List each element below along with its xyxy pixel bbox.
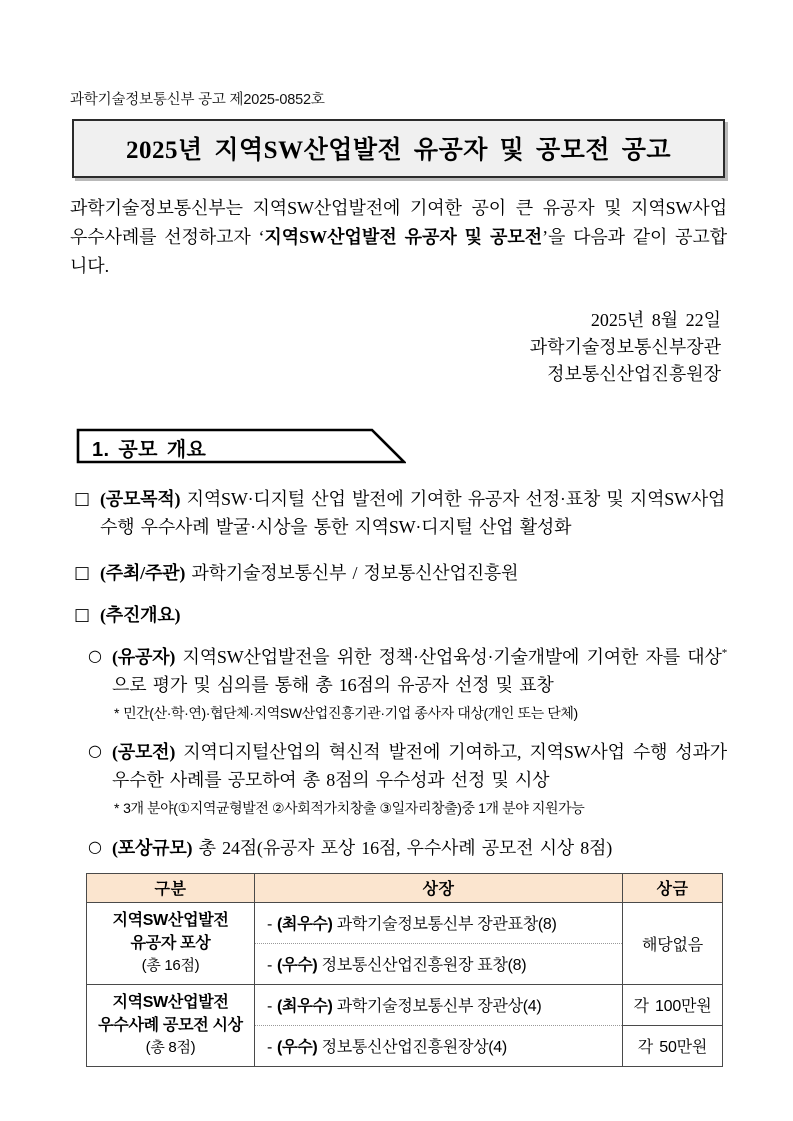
item-host-body — [100, 560, 727, 588]
row1-money: 해당없음 — [623, 902, 723, 984]
item-honoree-body — [112, 644, 727, 700]
row2-award-top-text: 과학기술정보통신부 장관상(4) — [336, 998, 542, 1016]
row2-category — [87, 984, 255, 1066]
item-honoree-text-before: 지역SW산업발전을 위한 정책·산업육성·기술개발에 기여한 자를 대상 — [182, 647, 722, 668]
circle-bullet-icon: ○ — [88, 646, 102, 666]
row2-award-bottom — [255, 1025, 623, 1066]
prize-table-body — [87, 902, 723, 1066]
item-purpose — [74, 486, 727, 542]
square-bullet-icon: □ — [74, 489, 91, 510]
row2-award-top-rank: (최우수) — [277, 998, 333, 1016]
item-prize-scale — [88, 835, 727, 863]
item-contest-body — [112, 739, 727, 795]
title-box-wrapper — [72, 119, 725, 178]
square-bullet-icon: □ — [74, 605, 91, 626]
row1-category-line2: 유공자 포상 — [130, 934, 211, 952]
item-prize-scale-text: 총 24점(유공자 포상 16점, 우수사례 공모전 시상 8점) — [198, 837, 613, 858]
row2-award-top — [255, 984, 623, 1025]
row1-award-top-text: 과학기술정보통신부 장관표창(8) — [336, 916, 557, 934]
row2-category-sub: (총 8점) — [145, 1039, 196, 1057]
page-title: 2025년 지역SW산업발전 유공자 및 공모전 공고 — [125, 137, 672, 164]
note-star-icon: * — [114, 800, 120, 817]
row1-category-line1: 지역SW산업발전 — [112, 911, 229, 929]
item-contest-note — [114, 799, 727, 819]
row1-award-bottom — [255, 943, 623, 984]
table-header-money: 상금 — [623, 873, 723, 902]
item-host-text: 과학기술정보통신부 / 정보통신산업진흥원 — [191, 563, 519, 584]
title-box — [72, 119, 725, 178]
row2-money-bottom: 각 50만원 — [623, 1025, 723, 1066]
item-overview-label: (추진개요) — [100, 605, 181, 626]
circle-bullet-icon: ○ — [88, 741, 102, 761]
item-overview-body — [100, 602, 727, 630]
row1-category — [87, 902, 255, 984]
content-area — [68, 486, 731, 1066]
signature-minister: 과학기술정보통신부장관 — [529, 337, 721, 358]
row1-award-top-rank: (최우수) — [277, 916, 333, 934]
footnote-marker: * — [721, 647, 727, 660]
intro-paragraph — [70, 194, 727, 281]
prize-table — [86, 873, 723, 1067]
signature-block — [68, 307, 721, 388]
dash-icon: - — [267, 1039, 273, 1057]
dash-icon: - — [267, 916, 273, 934]
dash-icon: - — [267, 998, 273, 1016]
row1-award-bottom-text: 정보통신산업진흥원장 표창(8) — [321, 957, 527, 975]
item-honoree — [88, 644, 727, 700]
item-contest — [88, 739, 727, 795]
intro-text-after: ’을 다음과 같이 공고합니다. — [70, 227, 727, 277]
table-header-row — [87, 873, 723, 902]
item-overview — [74, 602, 727, 630]
section-title: 1. 공모 개요 — [92, 439, 207, 462]
row2-award-bottom-rank: (우수) — [277, 1039, 318, 1057]
intro-emphasis: 지역SW산업발전 유공자 및 공모전 — [264, 227, 543, 248]
row2-category-line1: 지역SW산업발전 — [112, 993, 229, 1011]
row1-category-sub: (총 16점) — [141, 957, 200, 975]
circle-bullet-icon: ○ — [88, 836, 102, 856]
table-row — [87, 902, 723, 943]
item-honoree-note — [114, 704, 727, 724]
table-row — [87, 984, 723, 1025]
item-contest-text: 지역디지털산업의 혁신적 발전에 기여하고, 지역SW사업 수행 성과가 우수한 사례를 공모하여 총 8점의 우수성과 선정 및 시상 — [112, 742, 727, 791]
signature-date: 2025년 8월 22일 — [590, 310, 721, 331]
dash-icon: - — [267, 957, 273, 975]
row1-award-top — [255, 902, 623, 943]
row2-money-top: 각 100만원 — [623, 984, 723, 1025]
row2-category-line2: 우수사례 공모전 시상 — [98, 1016, 243, 1034]
prize-table-head — [87, 873, 723, 902]
row1-award-bottom-rank: (우수) — [277, 957, 318, 975]
table-header-award: 상장 — [255, 873, 623, 902]
document-number: 과학기술정보통신부 공고 제2025-0852호 — [70, 92, 325, 108]
item-honoree-note-text: 민간(산·학·연)·협단체·지역SW산업진흥기관·기업 종사자 대상(개인 또는 단체) — [123, 704, 578, 721]
table-header-category: 구분 — [87, 873, 255, 902]
square-bullet-icon: □ — [74, 563, 91, 584]
signature-nipa: 정보통신산업진흥원장 — [547, 364, 721, 385]
item-prize-scale-label: (포상규모) — [112, 837, 193, 858]
item-host — [74, 560, 727, 588]
section-banner — [76, 428, 406, 464]
item-prize-scale-body — [112, 835, 727, 863]
note-star-icon: * — [114, 704, 120, 721]
item-purpose-body — [100, 486, 727, 542]
item-host-label: (주최/주관) — [100, 563, 186, 584]
item-contest-note-text: 3개 분야(①지역균형발전 ②사회적가치창출 ③일자리창출)중 1개 분야 지원가능 — [123, 800, 585, 817]
item-contest-label: (공모전) — [112, 742, 176, 763]
item-honoree-label: (유공자) — [112, 647, 176, 668]
item-purpose-label: (공모목적) — [100, 489, 181, 510]
intro-text-before: 과학기술정보통신부는 지역SW산업발전에 기여한 공이 큰 유공자 및 지역SW사업 우수사례를 선정하고자 ‘ — [70, 198, 727, 248]
row2-award-bottom-text: 정보통신산업진흥원장상(4) — [321, 1039, 507, 1057]
item-honoree-text-after: 으로 평가 및 심의를 통해 총 16점의 유공자 선정 및 표창 — [112, 674, 554, 695]
item-purpose-text: 지역SW·디지털 산업 발전에 기여한 유공자 선정·표창 및 지역SW사업 수행 우수사례 발굴·시상을 통한 지역SW·디지털 산업 활성화 — [100, 489, 726, 538]
